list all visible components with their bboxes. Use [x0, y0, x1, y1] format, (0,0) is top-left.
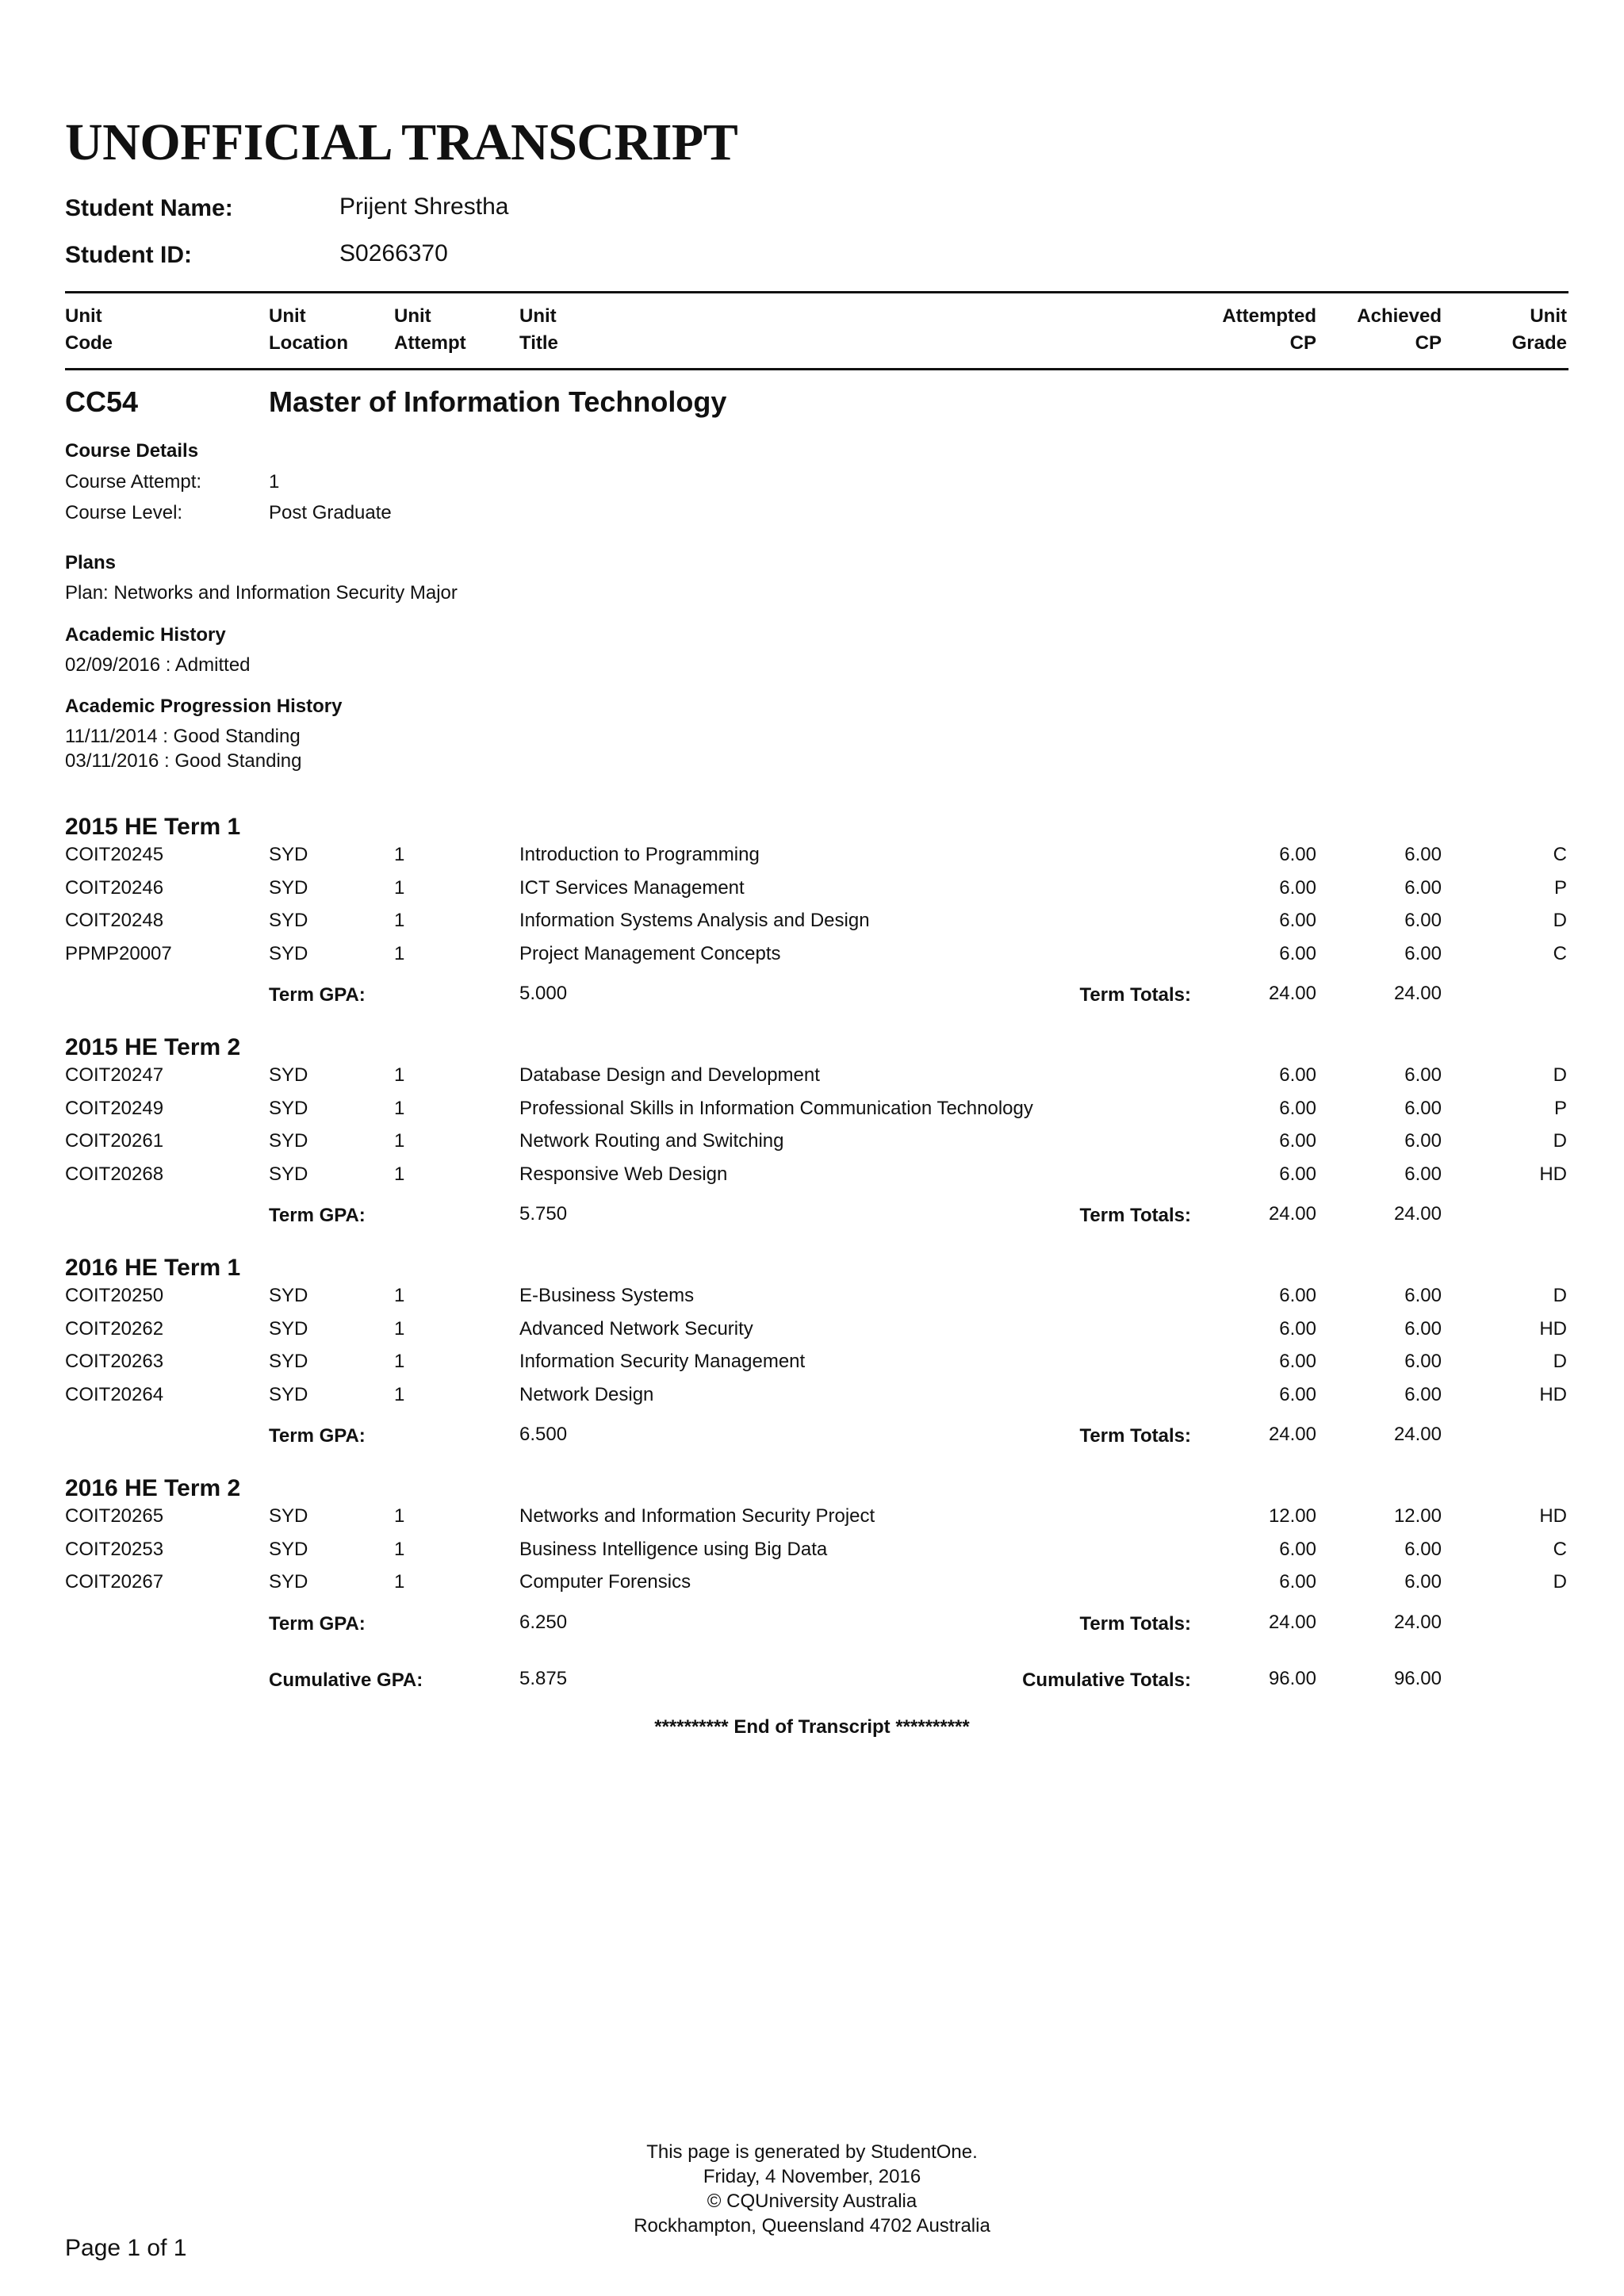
cumulative-achieved: 96.00	[1393, 1668, 1442, 1689]
footer	[0, 2140, 1624, 2238]
unit-location: SYD	[269, 1351, 308, 1372]
unit-achieved-cp: 6.00	[1404, 1285, 1442, 1306]
unit-code: COIT20253	[65, 1539, 164, 1560]
term-total-attempted: 24.00	[1268, 983, 1316, 1004]
unit-achieved-cp: 6.00	[1404, 1351, 1442, 1372]
unit-attempted-cp: 12.00	[1268, 1505, 1316, 1527]
unit-attempt: 1	[394, 844, 405, 865]
end-of-transcript: ********** End of Transcript **********	[654, 1716, 970, 1738]
header-top-rule	[65, 291, 1568, 293]
footer-line: Friday, 4 November, 2016	[703, 2166, 921, 2187]
plans-heading: Plans	[65, 552, 117, 573]
student-id-label: Student ID:	[65, 242, 192, 268]
unit-location: SYD	[269, 1539, 308, 1560]
col-unit-grade: Unit Grade	[1511, 305, 1567, 354]
unit-code: COIT20247	[65, 1064, 164, 1086]
unit-code: COIT20264	[65, 1384, 164, 1405]
term-gpa-label: Term GPA:	[269, 984, 366, 1006]
unit-code: COIT20249	[65, 1098, 164, 1119]
term-totals-label: Term Totals:	[1079, 1425, 1191, 1447]
cumulative-gpa-label: Cumulative GPA:	[269, 1669, 423, 1691]
term-total-achieved: 24.00	[1393, 1424, 1442, 1445]
footer-line: © CQUniversity Australia	[707, 2191, 917, 2212]
unit-grade: C	[1553, 1539, 1567, 1560]
unit-attempted-cp: 6.00	[1279, 910, 1316, 931]
unit-title: ICT Services Management	[519, 877, 745, 899]
unit-grade: D	[1553, 1351, 1567, 1372]
unit-grade: C	[1553, 943, 1567, 964]
unit-attempted-cp: 6.00	[1279, 1318, 1316, 1340]
unit-achieved-cp: 6.00	[1404, 1539, 1442, 1560]
term-totals-label: Term Totals:	[1079, 984, 1191, 1006]
unit-achieved-cp: 12.00	[1393, 1505, 1442, 1527]
unit-attempt: 1	[394, 943, 405, 964]
academic-history-item: 02/09/2016 : Admitted	[65, 654, 251, 676]
unit-attempted-cp: 6.00	[1279, 877, 1316, 899]
unit-achieved-cp: 6.00	[1404, 1163, 1442, 1185]
cumulative-totals-label: Cumulative Totals:	[1022, 1669, 1191, 1691]
unit-code: COIT20268	[65, 1163, 164, 1185]
unit-attempted-cp: 6.00	[1279, 1539, 1316, 1560]
unit-attempt: 1	[394, 877, 405, 899]
unit-grade: D	[1553, 1285, 1567, 1306]
unit-grade: D	[1553, 910, 1567, 931]
unit-location: SYD	[269, 1163, 308, 1185]
course-code: CC54	[65, 385, 139, 418]
student-id: S0266370	[339, 240, 448, 266]
unit-title: Introduction to Programming	[519, 844, 760, 865]
term-heading: 2016 HE Term 2	[65, 1475, 241, 1501]
unit-achieved-cp: 6.00	[1404, 1130, 1442, 1152]
student-name: Prijent Shrestha	[339, 194, 509, 220]
unit-location: SYD	[269, 877, 308, 899]
term-gpa-value: 5.000	[519, 983, 568, 1004]
term-gpa-value: 6.250	[519, 1612, 568, 1633]
unit-attempt: 1	[394, 1571, 405, 1593]
unit-attempted-cp: 6.00	[1279, 1571, 1316, 1593]
unit-achieved-cp: 6.00	[1404, 877, 1442, 899]
course-details-heading: Course Details	[65, 440, 199, 462]
unit-attempted-cp: 6.00	[1279, 1163, 1316, 1185]
footer-line: Rockhampton, Queensland 4702 Australia	[634, 2215, 990, 2237]
unit-achieved-cp: 6.00	[1404, 943, 1442, 964]
unit-attempt: 1	[394, 1064, 405, 1086]
term-totals-label: Term Totals:	[1079, 1205, 1191, 1226]
unit-location: SYD	[269, 1505, 308, 1527]
header-bottom-rule	[65, 368, 1568, 370]
term-totals-label: Term Totals:	[1079, 1613, 1191, 1635]
term-gpa-value: 5.750	[519, 1203, 568, 1225]
unit-grade: P	[1553, 1098, 1567, 1119]
unit-attempted-cp: 6.00	[1279, 1064, 1316, 1086]
unit-grade: HD	[1539, 1384, 1567, 1405]
unit-title: E-Business Systems	[519, 1285, 695, 1306]
col-unit-attempt: Unit Attempt	[394, 305, 466, 354]
unit-attempt: 1	[394, 1351, 405, 1372]
unit-code: COIT20262	[65, 1318, 164, 1340]
course-attempt-value: 1	[269, 471, 280, 493]
unit-location: SYD	[269, 1384, 308, 1405]
progression-heading: Academic Progression History	[65, 696, 343, 717]
col-achieved-cp: Achieved CP	[1357, 305, 1442, 354]
unit-code: COIT20265	[65, 1505, 164, 1527]
unit-title: Information Systems Analysis and Design	[519, 910, 870, 931]
unit-grade: HD	[1539, 1318, 1567, 1340]
unit-code: COIT20263	[65, 1351, 164, 1372]
unit-achieved-cp: 6.00	[1404, 1064, 1442, 1086]
unit-grade: D	[1553, 1571, 1567, 1593]
unit-title: Business Intelligence using Big Data	[519, 1539, 828, 1560]
cumulative-attempted: 96.00	[1268, 1668, 1316, 1689]
unit-achieved-cp: 6.00	[1404, 910, 1442, 931]
unit-attempted-cp: 6.00	[1279, 1384, 1316, 1405]
term-total-attempted: 24.00	[1268, 1612, 1316, 1633]
progression-item: 03/11/2016 : Good Standing	[65, 750, 302, 772]
unit-achieved-cp: 6.00	[1404, 1318, 1442, 1340]
unit-title: Network Design	[519, 1384, 654, 1405]
cumulative-gpa-value: 5.875	[519, 1668, 568, 1689]
unit-attempted-cp: 6.00	[1279, 943, 1316, 964]
unit-location: SYD	[269, 910, 308, 931]
unit-title: Networks and Information Security Project	[519, 1505, 875, 1527]
unit-title: Professional Skills in Information Communication Technology	[519, 1098, 1033, 1119]
term-total-achieved: 24.00	[1393, 1203, 1442, 1225]
unit-grade: HD	[1539, 1163, 1567, 1185]
unit-code: COIT20245	[65, 844, 164, 865]
col-unit-title: Unit Title	[519, 305, 558, 354]
unit-attempt: 1	[394, 1384, 405, 1405]
unit-title: Responsive Web Design	[519, 1163, 728, 1185]
term-gpa-value: 6.500	[519, 1424, 568, 1445]
unit-attempt: 1	[394, 1163, 405, 1185]
unit-achieved-cp: 6.00	[1404, 844, 1442, 865]
col-unit-code: Unit Code	[65, 305, 113, 354]
page-number: Page 1 of 1	[65, 2235, 187, 2261]
page-title: UNOFFICIAL TRANSCRIPT	[65, 113, 738, 171]
unit-grade: D	[1553, 1130, 1567, 1152]
term-heading: 2015 HE Term 2	[65, 1034, 241, 1060]
course-level-label: Course Level:	[65, 502, 183, 523]
unit-grade: C	[1553, 844, 1567, 865]
col-attempted-cp: Attempted CP	[1222, 305, 1316, 354]
unit-attempted-cp: 6.00	[1279, 844, 1316, 865]
unit-code: COIT20250	[65, 1285, 164, 1306]
unit-attempt: 1	[394, 1285, 405, 1306]
unit-title: Computer Forensics	[519, 1571, 691, 1593]
student-name-label: Student Name:	[65, 195, 233, 221]
unit-attempted-cp: 6.00	[1279, 1098, 1316, 1119]
unit-location: SYD	[269, 1571, 308, 1593]
term-gpa-label: Term GPA:	[269, 1613, 366, 1635]
progression-item: 11/11/2014 : Good Standing	[65, 726, 301, 747]
unit-code: PPMP20007	[65, 943, 172, 964]
unit-achieved-cp: 6.00	[1404, 1571, 1442, 1593]
footer-line: This page is generated by StudentOne.	[646, 2141, 978, 2163]
course-title: Master of Information Technology	[269, 385, 727, 418]
term-heading: 2016 HE Term 1	[65, 1255, 241, 1281]
unit-attempt: 1	[394, 1130, 405, 1152]
term-total-attempted: 24.00	[1268, 1203, 1316, 1225]
unit-location: SYD	[269, 844, 308, 865]
term-total-achieved: 24.00	[1393, 983, 1442, 1004]
unit-location: SYD	[269, 1130, 308, 1152]
unit-attempted-cp: 6.00	[1279, 1130, 1316, 1152]
unit-location: SYD	[269, 943, 308, 964]
unit-achieved-cp: 6.00	[1404, 1384, 1442, 1405]
unit-attempt: 1	[394, 1318, 405, 1340]
unit-grade: P	[1553, 877, 1567, 899]
course-level-value: Post Graduate	[269, 502, 392, 523]
plan-text: Plan: Networks and Information Security Major	[65, 582, 458, 604]
unit-location: SYD	[269, 1098, 308, 1119]
unit-attempt: 1	[394, 1539, 405, 1560]
unit-title: Information Security Management	[519, 1351, 806, 1372]
unit-grade: HD	[1539, 1505, 1567, 1527]
term-gpa-label: Term GPA:	[269, 1205, 366, 1226]
academic-history-heading: Academic History	[65, 624, 226, 646]
col-unit-location: Unit Location	[269, 305, 348, 354]
unit-location: SYD	[269, 1318, 308, 1340]
term-total-achieved: 24.00	[1393, 1612, 1442, 1633]
unit-title: Database Design and Development	[519, 1064, 820, 1086]
unit-achieved-cp: 6.00	[1404, 1098, 1442, 1119]
term-gpa-label: Term GPA:	[269, 1425, 366, 1447]
unit-attempt: 1	[394, 1505, 405, 1527]
unit-location: SYD	[269, 1064, 308, 1086]
unit-code: COIT20261	[65, 1130, 164, 1152]
unit-title: Advanced Network Security	[519, 1318, 753, 1340]
unit-code: COIT20248	[65, 910, 164, 931]
unit-code: COIT20246	[65, 877, 164, 899]
term-heading: 2015 HE Term 1	[65, 814, 241, 840]
unit-attempt: 1	[394, 910, 405, 931]
unit-title: Project Management Concepts	[519, 943, 781, 964]
unit-attempted-cp: 6.00	[1279, 1351, 1316, 1372]
unit-code: COIT20267	[65, 1571, 164, 1593]
term-total-attempted: 24.00	[1268, 1424, 1316, 1445]
unit-grade: D	[1553, 1064, 1567, 1086]
unit-attempt: 1	[394, 1098, 405, 1119]
unit-location: SYD	[269, 1285, 308, 1306]
course-attempt-label: Course Attempt:	[65, 471, 202, 493]
unit-attempted-cp: 6.00	[1279, 1285, 1316, 1306]
unit-title: Network Routing and Switching	[519, 1130, 784, 1152]
